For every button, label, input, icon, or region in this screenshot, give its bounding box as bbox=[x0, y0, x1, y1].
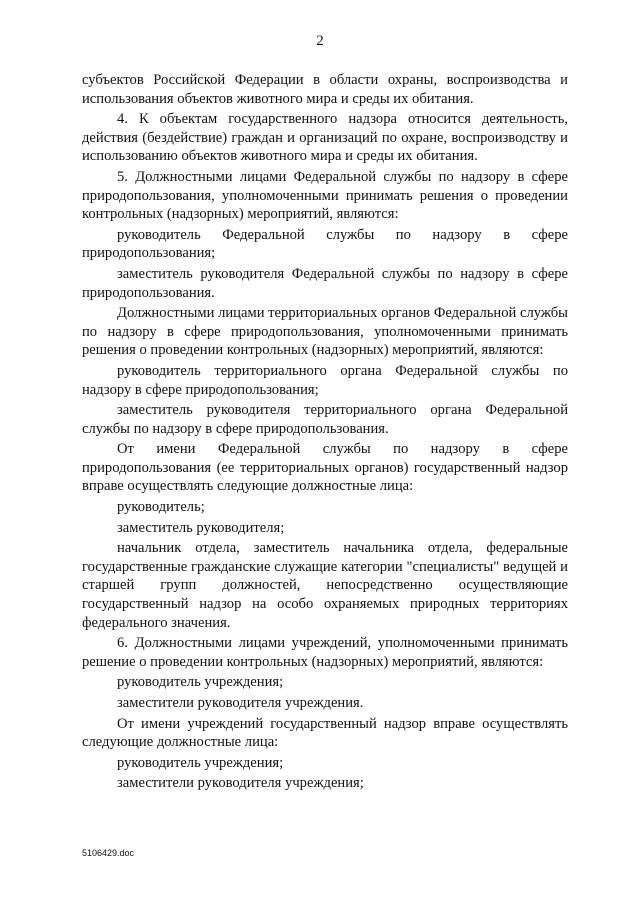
paragraph: Должностными лицами территориальных органов Федеральной службы по надзору в сфере природопользования, уполномоченными принимать решения о проведении контрольных (надзорных) мероприятий, являются: bbox=[82, 305, 568, 359]
paragraph: руководитель территориального органа Федеральной службы по надзору в сфере природопользования; bbox=[82, 362, 568, 398]
paragraph: От имени учреждений государственный надзор вправе осуществлять следующие должностные лица: bbox=[82, 715, 568, 751]
paragraph: руководитель Федеральной службы по надзору в сфере природопользования; bbox=[82, 226, 568, 262]
paragraph: 5. Должностными лицами Федеральной службы по надзору в сфере природопользования, уполномоченными принимать решения о проведении контрольных (надзорных) мероприятий, являются: bbox=[82, 168, 568, 223]
paragraph: заместитель руководителя Федеральной службы по надзору в сфере природопользования. bbox=[82, 265, 568, 301]
paragraph: руководитель; bbox=[117, 499, 205, 516]
paragraph: От имени Федеральной службы по надзору в сфере природопользования (ее территориальных органов) государственный надзор вправе осуществлять следующие должностные лица: bbox=[82, 441, 568, 495]
paragraph: начальник отдела, заместитель начальника отдела, федеральные государственные гражданские служащие категории "специалисты" ведущей и старшей групп должностей, непосредственно осуществляющие государственный надзор на особо охраняемых природных территориях федерального значения. bbox=[82, 540, 568, 631]
page-number: 2 bbox=[316, 33, 324, 49]
paragraph: 4. К объектам государственного надзора относится деятельность, действия (бездействие) граждан и организаций по охране, воспроизводству и использованию объектов животного мира и среды их обитания. bbox=[82, 111, 568, 165]
paragraph: заместитель руководителя территориального органа Федеральной службы по надзору в сфере природопользования. bbox=[82, 402, 568, 437]
paragraph: заместители руководителя учреждения; bbox=[117, 775, 364, 792]
paragraph: заместитель руководителя; bbox=[117, 519, 285, 536]
paragraph: субъектов Российской Федерации в области охраны, воспроизводства и использования объектов животного мира и среды их обитания. bbox=[82, 72, 568, 107]
paragraph: заместители руководителя учреждения. bbox=[117, 695, 364, 711]
paragraph: руководитель учреждения; bbox=[117, 754, 284, 771]
document-body bbox=[82, 71, 568, 795]
footer-filename: 5106429.doc bbox=[82, 848, 135, 858]
paragraph: 6. Должностными лицами учреждений, уполномоченными принимать решение о проведении контрольных (надзорных) мероприятий, являются: bbox=[82, 635, 568, 670]
paragraph: руководитель учреждения; bbox=[117, 674, 284, 691]
